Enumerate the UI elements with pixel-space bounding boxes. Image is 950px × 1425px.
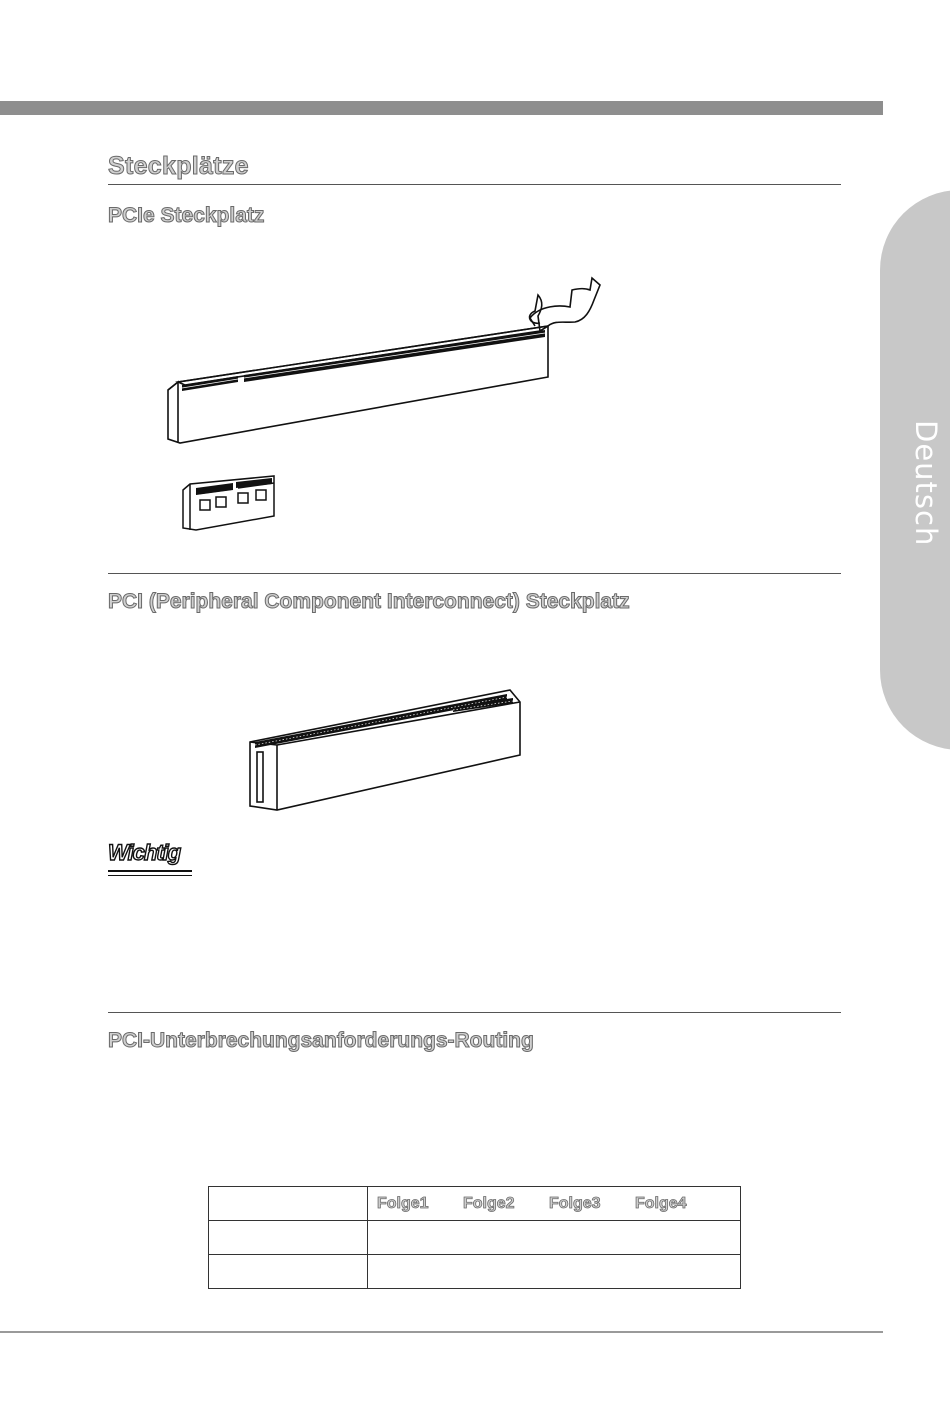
section-rule-irq xyxy=(108,1012,841,1013)
table-cell xyxy=(209,1255,368,1289)
table-row xyxy=(209,1255,741,1289)
section-heading-irq: PCI-Unterbrechungsanforderungs-Routing xyxy=(108,1029,534,1052)
pcie-x1-slot-figure xyxy=(178,470,280,540)
language-tab-label: Deutsch xyxy=(909,420,943,547)
table-cell xyxy=(368,1255,741,1289)
important-underline-2 xyxy=(108,875,192,876)
table-cell xyxy=(368,1221,741,1255)
header-bar xyxy=(0,101,883,115)
table-header-group xyxy=(368,1187,741,1221)
footer-rule xyxy=(0,1331,883,1333)
table-row xyxy=(209,1221,741,1255)
header-folge2: Folge2 xyxy=(463,1194,515,1212)
important-underline xyxy=(108,870,192,872)
important-label: Wichtig xyxy=(108,840,181,865)
header-folge4: Folge4 xyxy=(635,1194,687,1212)
table-cell xyxy=(209,1221,368,1255)
section-heading-pci: PCI (Peripheral Component Interconnect) Steckplatz xyxy=(108,590,630,613)
header-folge3: Folge3 xyxy=(549,1194,601,1212)
section-heading-pcie: PCIe Steckplatz xyxy=(108,204,265,227)
table-header-cell xyxy=(209,1187,368,1221)
section-rule-pci xyxy=(108,573,841,574)
pci-slot-figure xyxy=(245,680,530,815)
irq-routing-table xyxy=(208,1186,741,1289)
pcie-x16-slot-figure xyxy=(160,245,610,450)
header-folge1: Folge1 xyxy=(377,1194,429,1212)
table-header-row xyxy=(209,1187,741,1221)
page-title: Steckplätze xyxy=(108,152,249,180)
title-rule xyxy=(108,184,841,185)
